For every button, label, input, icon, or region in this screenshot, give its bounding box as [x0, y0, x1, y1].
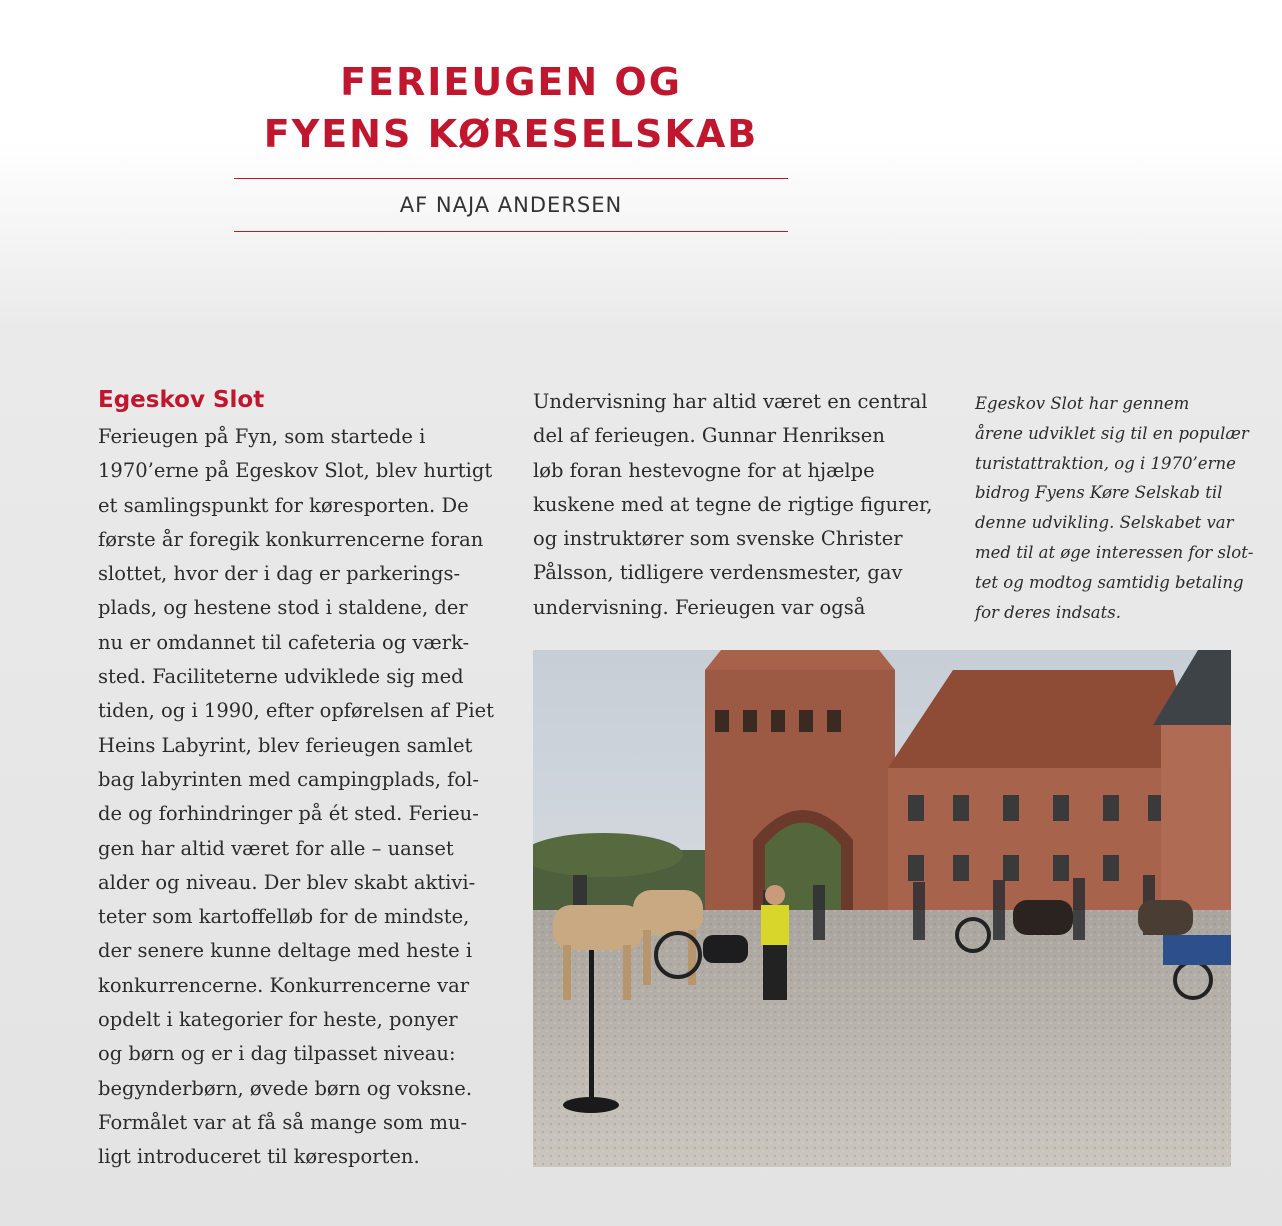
article-title	[234, 56, 788, 160]
byline	[234, 178, 788, 232]
caption-line: bidrog Fyens Køre Selskab til	[975, 483, 1223, 503]
caption-line: tet og modtog samtidig betaling	[975, 572, 1244, 592]
text-line: begynderbørn, øvede børn og voksne.	[98, 1076, 473, 1100]
castle-courtyard-photo	[533, 650, 1231, 1167]
text-line: gen har altid været for alle – uanset	[98, 836, 454, 860]
caption-line: med til at øge interessen for slot-	[975, 542, 1254, 562]
text-line: sted. Faciliteterne udviklede sig med	[98, 665, 464, 689]
byline-text: AF NAJA ANDERSEN	[399, 193, 623, 217]
text-line: Heins Labyrint, blev ferieugen samlet	[98, 733, 473, 757]
text-line: og børn og er i dag tilpasset niveau:	[98, 1042, 456, 1066]
text-line: Undervisning har altid været en central	[533, 390, 928, 413]
text-line: et samlingspunkt for køresporten. De	[98, 493, 469, 517]
text-line: ligt introduceret til køresporten.	[98, 1145, 420, 1169]
text-line: nu er omdannet til cafeteria og værk-	[98, 630, 470, 654]
text-line: løb foran hestevogne for at hjælpe	[533, 458, 875, 482]
text-line: slottet, hvor der i dag er parkerings-	[98, 562, 461, 586]
caption-line: denne udvikling. Selskabet var	[975, 513, 1234, 533]
text-line: opdelt i kategorier for heste, ponyer	[98, 1008, 458, 1032]
text-line: bag labyrinten med campingplads, fol-	[98, 767, 479, 791]
left-column	[98, 384, 494, 1175]
text-line: der senere kunne deltage med heste i	[98, 939, 473, 963]
left-column-text	[98, 420, 494, 1175]
text-line: undervisning. Ferieugen var også	[533, 595, 866, 619]
text-line: alder og niveau. Der blev skabt aktivi-	[98, 870, 476, 894]
section-heading: Egeskov Slot	[98, 387, 265, 413]
text-line: Ferieugen på Fyn, som startede i	[98, 425, 426, 448]
text-line: teter som kartoffelløb for de mindste,	[98, 905, 470, 929]
caption-line: Egeskov Slot har gennem	[975, 394, 1190, 413]
text-line: plads, og hestene stod i staldene, der	[98, 596, 468, 620]
text-line: de og forhindringer på ét sted. Ferieu-	[98, 802, 479, 826]
text-line: 1970’erne på Egeskov Slot, blev hurtigt	[98, 459, 493, 483]
photo-caption	[975, 389, 1254, 627]
text-line: tiden, og i 1990, efter opførelsen af Piet	[98, 699, 494, 723]
text-line: Formålet var at få så mange som mu-	[98, 1110, 468, 1134]
text-line: kuskene med at tegne de rigtige figurer,	[533, 492, 933, 516]
text-line: og instruktører som svenske Christer	[533, 527, 903, 551]
caption-line: årene udviklet sig til en populær	[975, 423, 1249, 443]
text-line: første år foregik konkurrencerne foran	[98, 527, 484, 551]
middle-column-text	[533, 385, 933, 625]
caption-line: for deres indsats.	[975, 602, 1121, 622]
title-line-2: FYENS KØRESELSKAB	[263, 112, 759, 156]
text-line: del af ferieugen. Gunnar Henriksen	[533, 424, 885, 448]
text-line: konkurrencerne. Konkurrencerne var	[98, 973, 470, 997]
caption-line: turistattraktion, og i 1970’erne	[975, 453, 1236, 473]
title-line-1: FERIEUGEN OG	[340, 60, 682, 104]
text-line: Pålsson, tidligere verdensmester, gav	[533, 561, 903, 585]
